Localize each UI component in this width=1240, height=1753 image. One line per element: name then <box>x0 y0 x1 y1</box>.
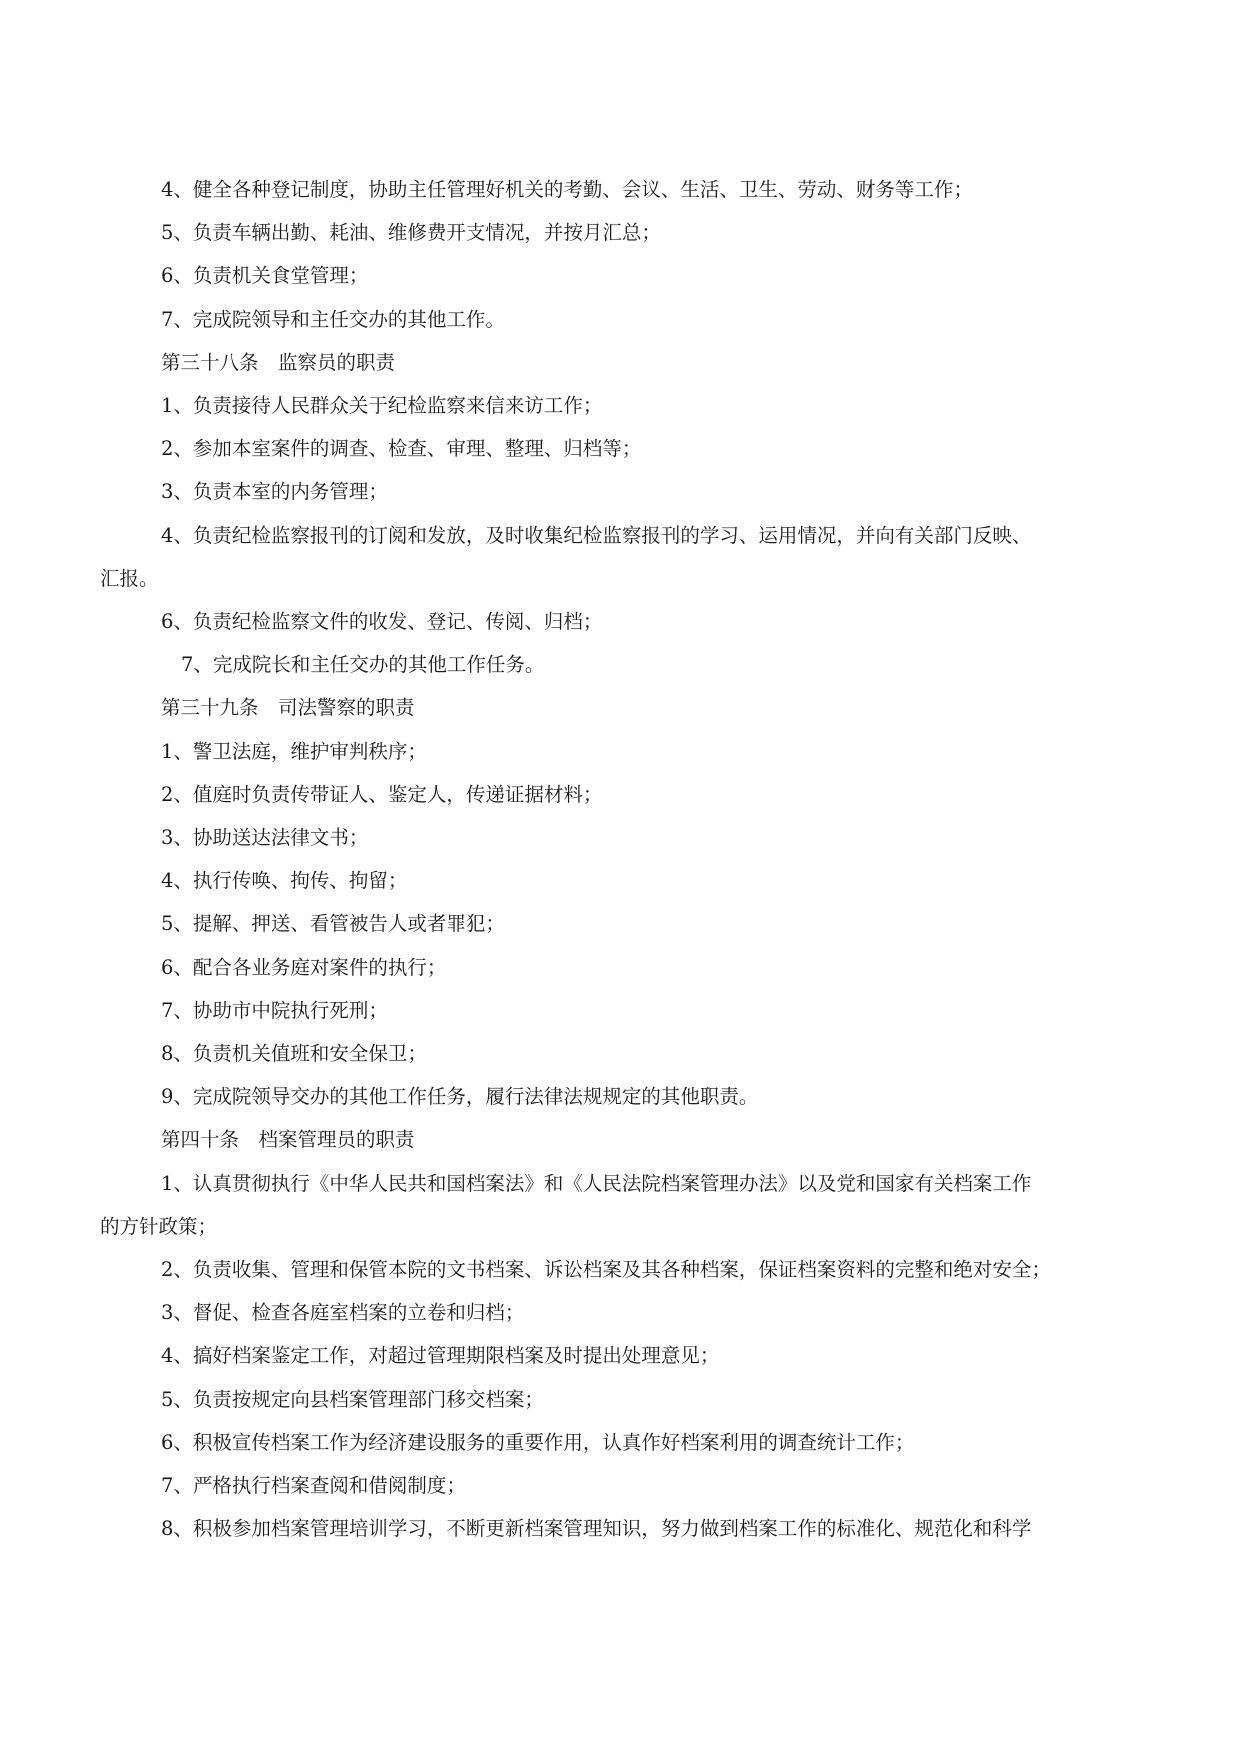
document-line: 3、协助送达法律文书； <box>161 826 369 850</box>
document-line: 9、完成院领导交办的其他工作任务，履行法律法规规定的其他职责。 <box>161 1085 759 1109</box>
document-line: 第四十条 档案管理员的职责 <box>161 1128 415 1152</box>
document-line: 的方针政策； <box>100 1214 218 1238</box>
document-line: 5、提解、押送、看管被告人或者罪犯； <box>161 912 505 936</box>
document-line: 汇报。 <box>100 566 159 590</box>
document-line: 4、执行传唤、拘传、拘留； <box>161 869 408 893</box>
document-line: 4、负责纪检监察报刊的订阅和发放，及时收集纪检监察报刊的学习、运用情况，并向有关部门反映、 <box>161 523 1032 547</box>
document-line: 5、负责车辆出勤、耗油、维修费开支情况，并按月汇总； <box>161 221 661 245</box>
document-line: 7、严格执行档案查阅和借阅制度； <box>161 1474 466 1498</box>
document-line: 2、负责收集、管理和保管本院的文书档案、诉讼档案及其各种档案，保证档案资料的完整和绝对安全； <box>161 1258 1051 1282</box>
document-line: 1、认真贯彻执行《中华人民共和国档案法》和《人民法院档案管理办法》以及党和国家有关档案工作 <box>161 1171 1032 1195</box>
document-line: 8、负责机关值班和安全保卫； <box>161 1042 427 1066</box>
document-line: 7、协助市中院执行死刑； <box>161 998 388 1022</box>
document-body <box>100 168 1130 1551</box>
document-line: 6、配合各业务庭对案件的执行； <box>161 955 447 979</box>
document-line: 2、值庭时负责传带证人、鉴定人，传递证据材料； <box>161 782 603 806</box>
document-line: 6、负责机关食堂管理； <box>161 264 369 288</box>
document-line: 4、搞好档案鉴定工作，对超过管理期限档案及时提出处理意见； <box>161 1344 720 1368</box>
document-line: 2、参加本室案件的调查、检查、审理、整理、归档等； <box>161 437 642 461</box>
document-line: 7、完成院长和主任交办的其他工作任务。 <box>181 653 545 677</box>
document-line: 4、健全各种登记制度，协助主任管理好机关的考勤、会议、生活、卫生、劳动、财务等工作； <box>161 178 973 201</box>
document-line: 7、完成院领导和主任交办的其他工作。 <box>161 307 505 331</box>
document-line: 6、积极宣传档案工作为经济建设服务的重要作用，认真作好档案利用的调查统计工作； <box>161 1430 915 1454</box>
document-line: 8、积极参加档案管理培训学习，不断更新档案管理知识，努力做到档案工作的标准化、规范化和科学 <box>161 1517 1032 1541</box>
document-line: 3、负责本室的内务管理； <box>161 480 388 504</box>
document-line: 第三十九条 司法警察的职责 <box>161 696 415 720</box>
document-line: 第三十八条 监察员的职责 <box>161 350 396 374</box>
document-line: 5、负责按规定向县档案管理部门移交档案； <box>161 1387 544 1411</box>
document-line: 1、负责接待人民群众关于纪检监察来信来访工作； <box>161 394 603 418</box>
document-line: 6、负责纪检监察文件的收发、登记、传阅、归档； <box>161 610 603 634</box>
document-line: 3、督促、检查各庭室档案的立卷和归档； <box>161 1301 525 1325</box>
document-line: 1、警卫法庭，维护审判秩序； <box>161 739 427 763</box>
